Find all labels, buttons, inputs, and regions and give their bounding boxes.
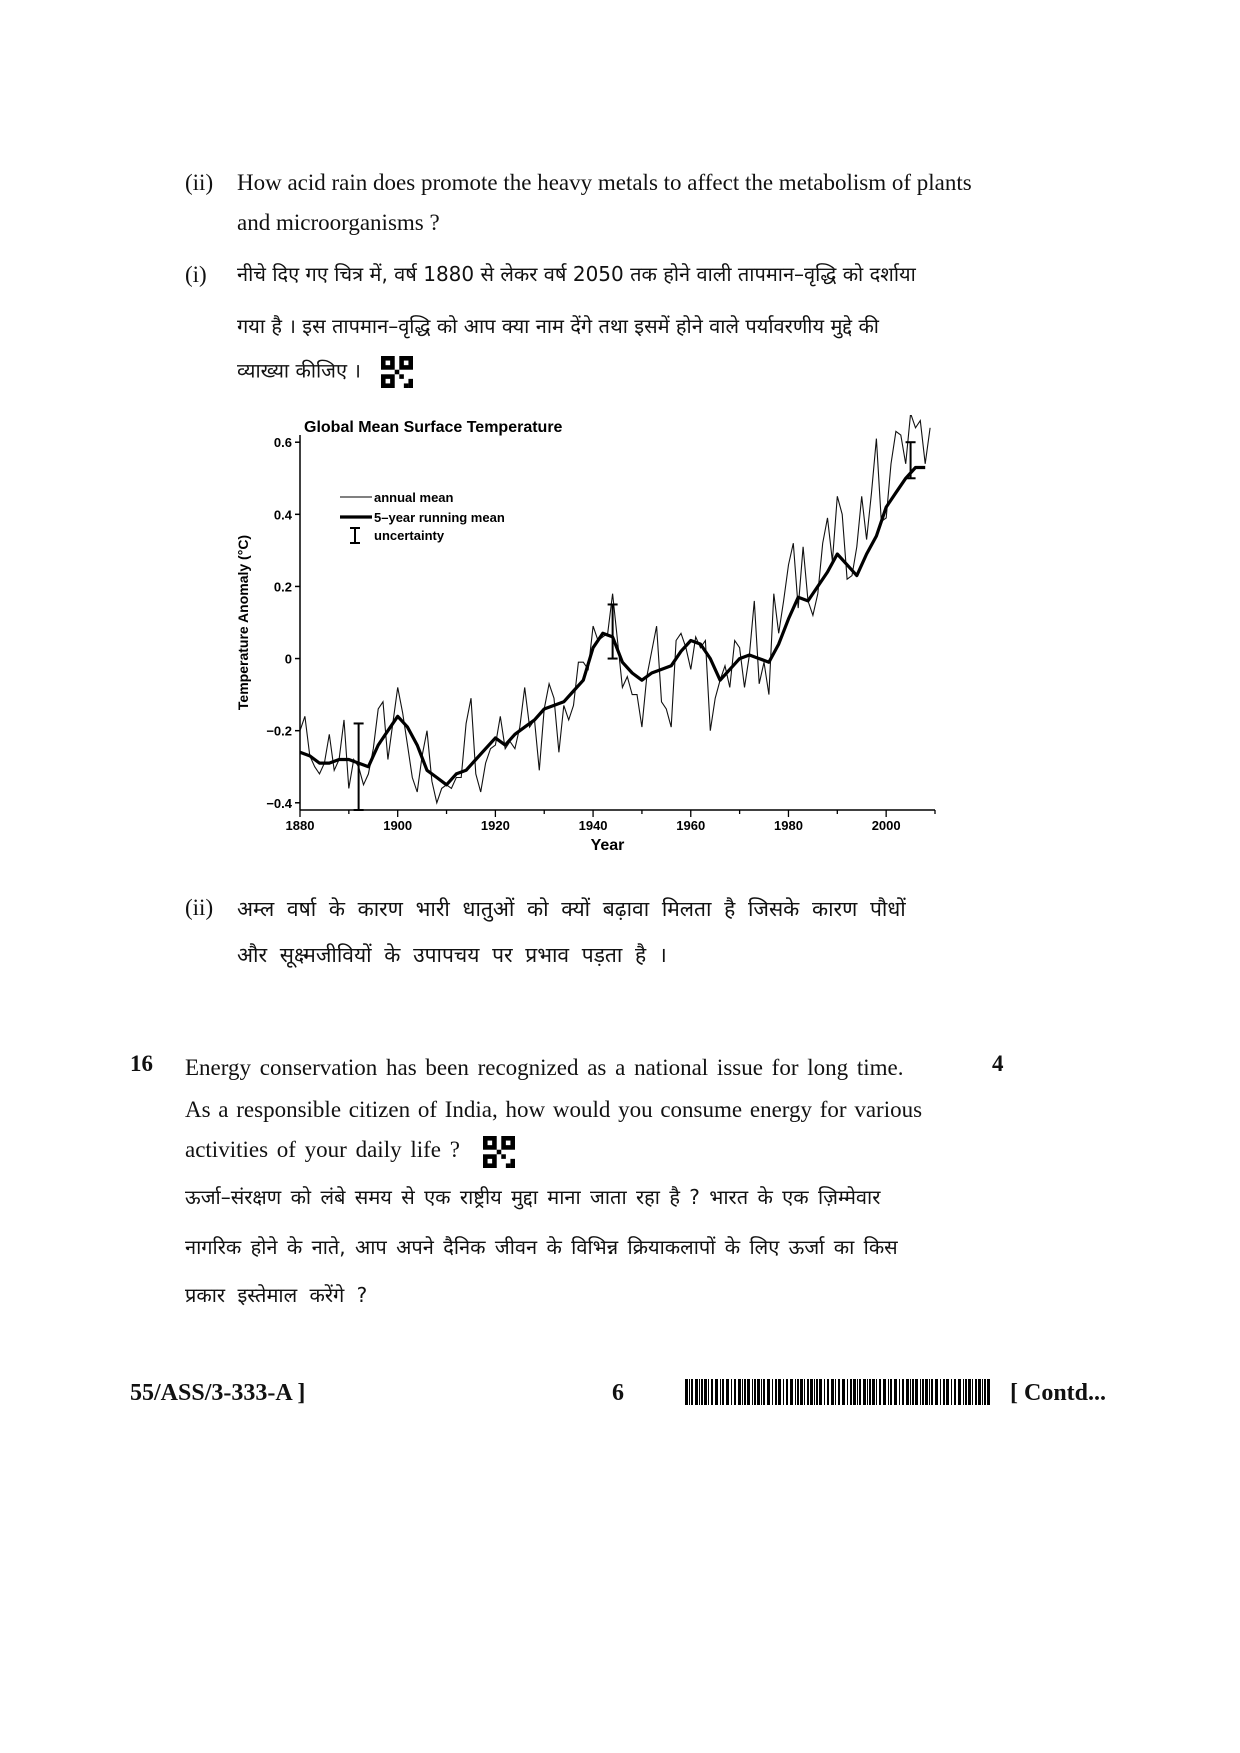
barcode-bar — [715, 1379, 718, 1405]
x-tick-label: 1920 — [480, 818, 510, 833]
legend-label-uncertainty: uncertainty — [374, 528, 445, 543]
barcode-bar — [929, 1379, 930, 1405]
question-marks: 4 — [992, 1051, 1004, 1076]
barcode-bar — [951, 1379, 952, 1405]
x-axis-label: Year — [590, 837, 625, 854]
barcode-bar — [685, 1379, 688, 1405]
barcode-bar — [831, 1379, 834, 1405]
x-tick-label: 2000 — [871, 818, 901, 833]
barcode-bar — [800, 1379, 803, 1405]
barcode-bar — [689, 1379, 690, 1405]
barcode-bar — [925, 1379, 928, 1405]
footer-code: 55/ASS/3-333-A ] — [130, 1380, 306, 1406]
text-line: ऊर्जा–संरक्षण को लंबे समय से एक राष्ट्रीय मुद्दा माना जाता रहा है ? भारत के एक ज़िम्मेवार — [185, 1185, 881, 1209]
x-tick-label: 1900 — [383, 818, 413, 833]
barcode-bar — [810, 1379, 813, 1405]
barcode-bar — [778, 1379, 781, 1405]
page-number: 6 — [612, 1380, 624, 1406]
barcode-bar — [720, 1379, 721, 1405]
barcode-bar — [872, 1379, 875, 1405]
temperature-chart — [230, 415, 960, 860]
barcode-bar — [922, 1379, 924, 1405]
y-tick-label: −0.2 — [266, 723, 292, 739]
barcode-bar — [816, 1379, 818, 1405]
barcode-bar — [734, 1379, 736, 1405]
y-tick-label: 0.6 — [273, 435, 292, 451]
barcode-bar — [814, 1379, 815, 1405]
qr-code-icon — [483, 1136, 515, 1168]
barcode-bar — [894, 1379, 897, 1405]
barcode-bar — [819, 1379, 822, 1405]
barcode-bar — [754, 1379, 756, 1405]
barcode-bar — [752, 1379, 753, 1405]
barcode-bar — [867, 1379, 868, 1405]
barcode-bar — [850, 1379, 852, 1405]
barcode-bar — [906, 1379, 909, 1405]
text-line: As a responsible citizen of India, how would you consume energy for various — [185, 1097, 923, 1122]
text-line: प्रकार इस्तेमाल करेंगे ? — [185, 1283, 368, 1307]
barcode-bar — [984, 1379, 986, 1405]
barcode-bar — [783, 1379, 784, 1405]
barcode-bar — [711, 1379, 713, 1405]
barcode-bar — [795, 1379, 796, 1405]
barcode-bar — [738, 1379, 741, 1405]
y-tick-label: −0.4 — [266, 795, 292, 811]
barcode-bar — [920, 1379, 921, 1405]
text-line: How acid rain does promote the heavy metals to affect the metabolism of plants — [237, 170, 972, 195]
barcode-bar — [946, 1379, 949, 1405]
barcode-bar — [963, 1379, 964, 1405]
text-line-content: activities of your daily life ? — [185, 1137, 460, 1162]
x-tick-label: 1960 — [676, 818, 706, 833]
barcode-bar — [757, 1379, 760, 1405]
barcode-bar — [965, 1379, 967, 1405]
x-tick-label: 1940 — [578, 818, 608, 833]
x-tick-label: 1880 — [285, 818, 315, 833]
barcode-bar — [807, 1379, 809, 1405]
barcode-bar — [987, 1379, 990, 1405]
text-line: नीचे दिए गए चित्र में, वर्ष 1880 से लेकर वर्ष 2050 तक होने वाली तापमान–वृद्धि को दर्शाया — [237, 262, 916, 286]
barcode-bar — [890, 1379, 892, 1405]
text-line: और सूक्ष्मजीवियों के उपापचय पर प्रभाव पड़ता है । — [237, 943, 667, 967]
barcode-bar — [699, 1379, 700, 1405]
text-line: नागरिक होने के नाते, आप अपने दैनिक जीवन के विभिन्न क्रियाकलापों के लिए ऊर्जा का किस — [185, 1235, 898, 1259]
barcode-bar — [899, 1379, 900, 1405]
barcode-bar — [827, 1379, 829, 1405]
barcode-bar — [772, 1379, 773, 1405]
question-number: 16 — [130, 1051, 153, 1076]
text-line — [237, 356, 413, 388]
barcode-bar — [968, 1379, 971, 1405]
barcode-bar — [726, 1379, 729, 1405]
barcode — [685, 1379, 995, 1405]
barcode-bar — [902, 1379, 904, 1405]
barcode-bar — [931, 1379, 933, 1405]
barcode-bar — [883, 1379, 886, 1405]
barcode-bar — [954, 1379, 956, 1405]
item-number: (ii) — [185, 895, 214, 920]
barcode-bar — [975, 1379, 977, 1405]
y-tick-label: 0.2 — [273, 579, 292, 595]
item-number: (i) — [185, 262, 207, 287]
barcode-bar — [910, 1379, 911, 1405]
barcode-bar — [863, 1379, 866, 1405]
text-line: Energy conservation has been recognized as a national issue for long time. — [185, 1055, 904, 1080]
barcode-bar — [915, 1379, 918, 1405]
text-line-content: व्याख्या कीजिए । — [237, 358, 362, 383]
barcode-bar — [701, 1379, 703, 1405]
barcode-bar — [835, 1379, 836, 1405]
barcode-bar — [797, 1379, 799, 1405]
barcode-bar — [857, 1379, 858, 1405]
barcode-bar — [775, 1379, 777, 1405]
text-line: अम्ल वर्षा के कारण भारी धातुओं को क्यों बढ़ावा मिलता है जिसके कारण पौधों — [237, 897, 906, 921]
barcode-bar — [804, 1379, 805, 1405]
barcode-bar — [767, 1379, 770, 1405]
barcode-bar — [695, 1379, 698, 1405]
barcode-bar — [722, 1379, 724, 1405]
barcode-bar — [982, 1379, 983, 1405]
barcode-bar — [747, 1379, 750, 1405]
barcode-bar — [958, 1379, 961, 1405]
series-annual-mean — [300, 415, 930, 803]
legend-label-annual: annual mean — [374, 490, 454, 505]
barcode-bar — [824, 1379, 825, 1405]
item-number: (ii) — [185, 170, 214, 195]
barcode-bar — [912, 1379, 914, 1405]
barcode-bar — [859, 1379, 861, 1405]
barcode-bar — [790, 1379, 793, 1405]
y-tick-label: 0 — [284, 651, 292, 667]
barcode-bar — [940, 1379, 941, 1405]
barcode-bar — [935, 1379, 938, 1405]
legend-label-running: 5–year running mean — [374, 510, 505, 525]
barcode-bar — [691, 1379, 693, 1405]
barcode-bar — [972, 1379, 973, 1405]
barcode-bar — [744, 1379, 746, 1405]
barcode-bar — [742, 1379, 743, 1405]
barcode-bar — [763, 1379, 765, 1405]
contd-label: [ Contd... — [1010, 1380, 1107, 1406]
y-tick-label: 0.4 — [273, 507, 292, 523]
chart-title: Global Mean Surface Temperature — [304, 419, 563, 436]
barcode-bar — [704, 1379, 707, 1405]
barcode-bar — [853, 1379, 856, 1405]
barcode-bar — [978, 1379, 981, 1405]
barcode-bar — [842, 1379, 845, 1405]
barcode-bar — [708, 1379, 709, 1405]
text-line — [185, 1127, 515, 1173]
barcode-bar — [943, 1379, 945, 1405]
barcode-bar — [838, 1379, 840, 1405]
x-tick-label: 1980 — [774, 818, 803, 833]
barcode-bar — [869, 1379, 871, 1405]
barcode-bar — [786, 1379, 788, 1405]
barcode-bar — [761, 1379, 762, 1405]
qr-code-icon — [381, 356, 413, 388]
text-line: गया है । इस तापमान–वृद्धि को आप क्या नाम देंगे तथा इसमें होने वाले पर्यावरणीय मुद्दे की — [237, 314, 879, 338]
barcode-bar — [731, 1379, 732, 1405]
y-axis-label: Temperature Anomaly (°C) — [235, 534, 251, 711]
barcode-bar — [847, 1379, 848, 1405]
barcode-bar — [876, 1379, 877, 1405]
text-line: and microorganisms ? — [237, 210, 440, 235]
barcode-bar — [879, 1379, 881, 1405]
barcode-bar — [888, 1379, 889, 1405]
